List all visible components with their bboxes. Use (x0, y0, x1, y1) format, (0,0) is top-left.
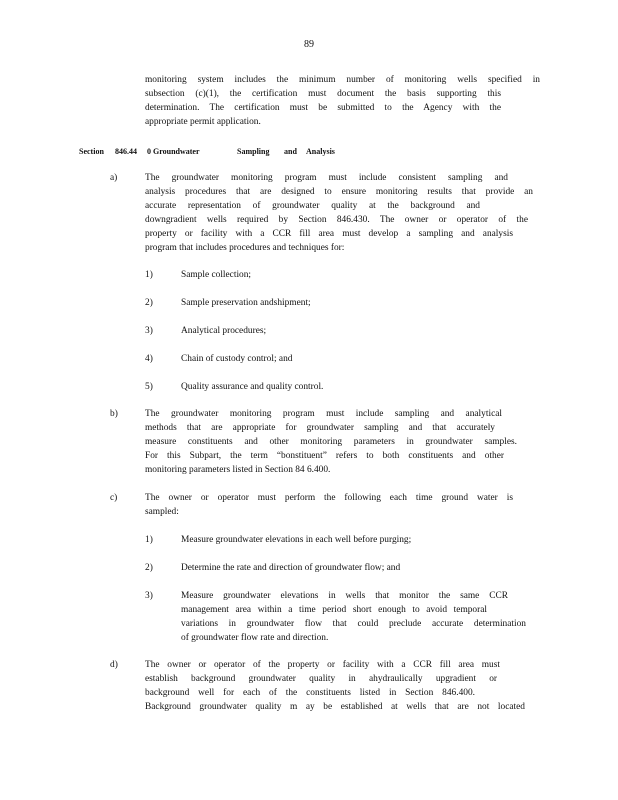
section-number: 846.44 (115, 147, 137, 156)
subsection-label: b) (110, 409, 118, 419)
list-item-number: 5) (145, 382, 153, 392)
list-item-text: variations in groundwater flow that could preclude accurate determination (181, 619, 526, 629)
list-item-text: Analytical procedures; (181, 326, 267, 336)
subsection-label: d) (110, 660, 118, 670)
list-item-number: 2) (145, 563, 153, 573)
list-item-number: 3) (145, 591, 153, 601)
paragraph-line: accurate representation of groundwater quality at the background and (145, 201, 480, 211)
paragraph-line: The owner or operator of the property or facility with a CCR fill area must (145, 660, 500, 670)
section-heading (79, 145, 339, 159)
list-item-text: of groundwater flow rate and direction. (181, 633, 329, 643)
list-item-text: Sample collection; (181, 270, 252, 280)
list-item-text: management area within a time period short enough to avoid temporal (181, 605, 487, 615)
paragraph-line: downgradient wells required by Section 846.430. The owner or operator of the (145, 215, 528, 225)
list-item-text: Quality assurance and quality control. (181, 382, 324, 392)
paragraph-line: establish background groundwater quality in ahydraulically upgradient or (145, 674, 497, 684)
paragraph-line: program that includes procedures and techniques for: (145, 243, 345, 253)
intro-line: subsection (c)(1), the certification must document the basis supporting this (145, 89, 501, 99)
paragraph-line: analysis procedures that are designed to ensure monitoring results that provide an (145, 187, 533, 197)
list-item-text: Measure groundwater elevations in each well before purging; (181, 535, 412, 545)
paragraph-line: sampled: (145, 507, 179, 517)
subsection-label: a) (110, 173, 118, 183)
paragraph-line: The groundwater monitoring program must include sampling and analytical (145, 409, 502, 419)
heading-title-and: and (284, 147, 297, 156)
paragraph-line: For this Subpart, the term “bonstituent” refers to both constituents and other (145, 451, 504, 461)
page-number: 89 (304, 39, 314, 50)
paragraph-line: The groundwater monitoring program must include consistent sampling and (145, 173, 508, 183)
intro-line: appropriate permit application. (145, 117, 261, 127)
heading-title-groundwater: Groundwater (153, 147, 200, 156)
list-item-text: Sample preservation andshipment; (181, 298, 311, 308)
list-item-text: Chain of custody control; and (181, 354, 293, 364)
paragraph-line: measure constituents and other monitoring parameters in groundwater samples. (145, 437, 517, 447)
section-word: Section (79, 147, 104, 156)
intro-line: determination. The certification must be submitted to the Agency with the (145, 103, 501, 113)
list-item-text: Determine the rate and direction of groundwater flow; and (181, 563, 401, 573)
subsection-label: c) (110, 493, 118, 503)
list-item-number: 1) (145, 270, 153, 280)
intro-line: monitoring system includes the minimum number of monitoring wells specified in (145, 75, 540, 85)
list-item-number: 4) (145, 354, 153, 364)
list-item-number: 1) (145, 535, 153, 545)
paragraph-line: monitoring parameters listed in Section 84 6.400. (145, 465, 331, 475)
paragraph-line: methods that are appropriate for groundwater sampling and that accurately (145, 423, 495, 433)
section-zero: 0 (147, 147, 151, 156)
paragraph-line: Background groundwater quality m ay be established at wells that are not located (145, 702, 525, 712)
heading-title-sampling: Sampling (237, 147, 270, 156)
paragraph-line: background well for each of the constituents listed in Section 846.400. (145, 688, 475, 698)
heading-title-analysis: Analysis (306, 147, 335, 156)
paragraph-line: The owner or operator must perform the following each time ground water is (145, 493, 513, 503)
list-item-number: 2) (145, 298, 153, 308)
list-item-number: 3) (145, 326, 153, 336)
paragraph-line: property or facility with a CCR fill area must develop a sampling and analysis (145, 229, 513, 239)
list-item-text: Measure groundwater elevations in wells that monitor the same CCR (181, 591, 508, 601)
